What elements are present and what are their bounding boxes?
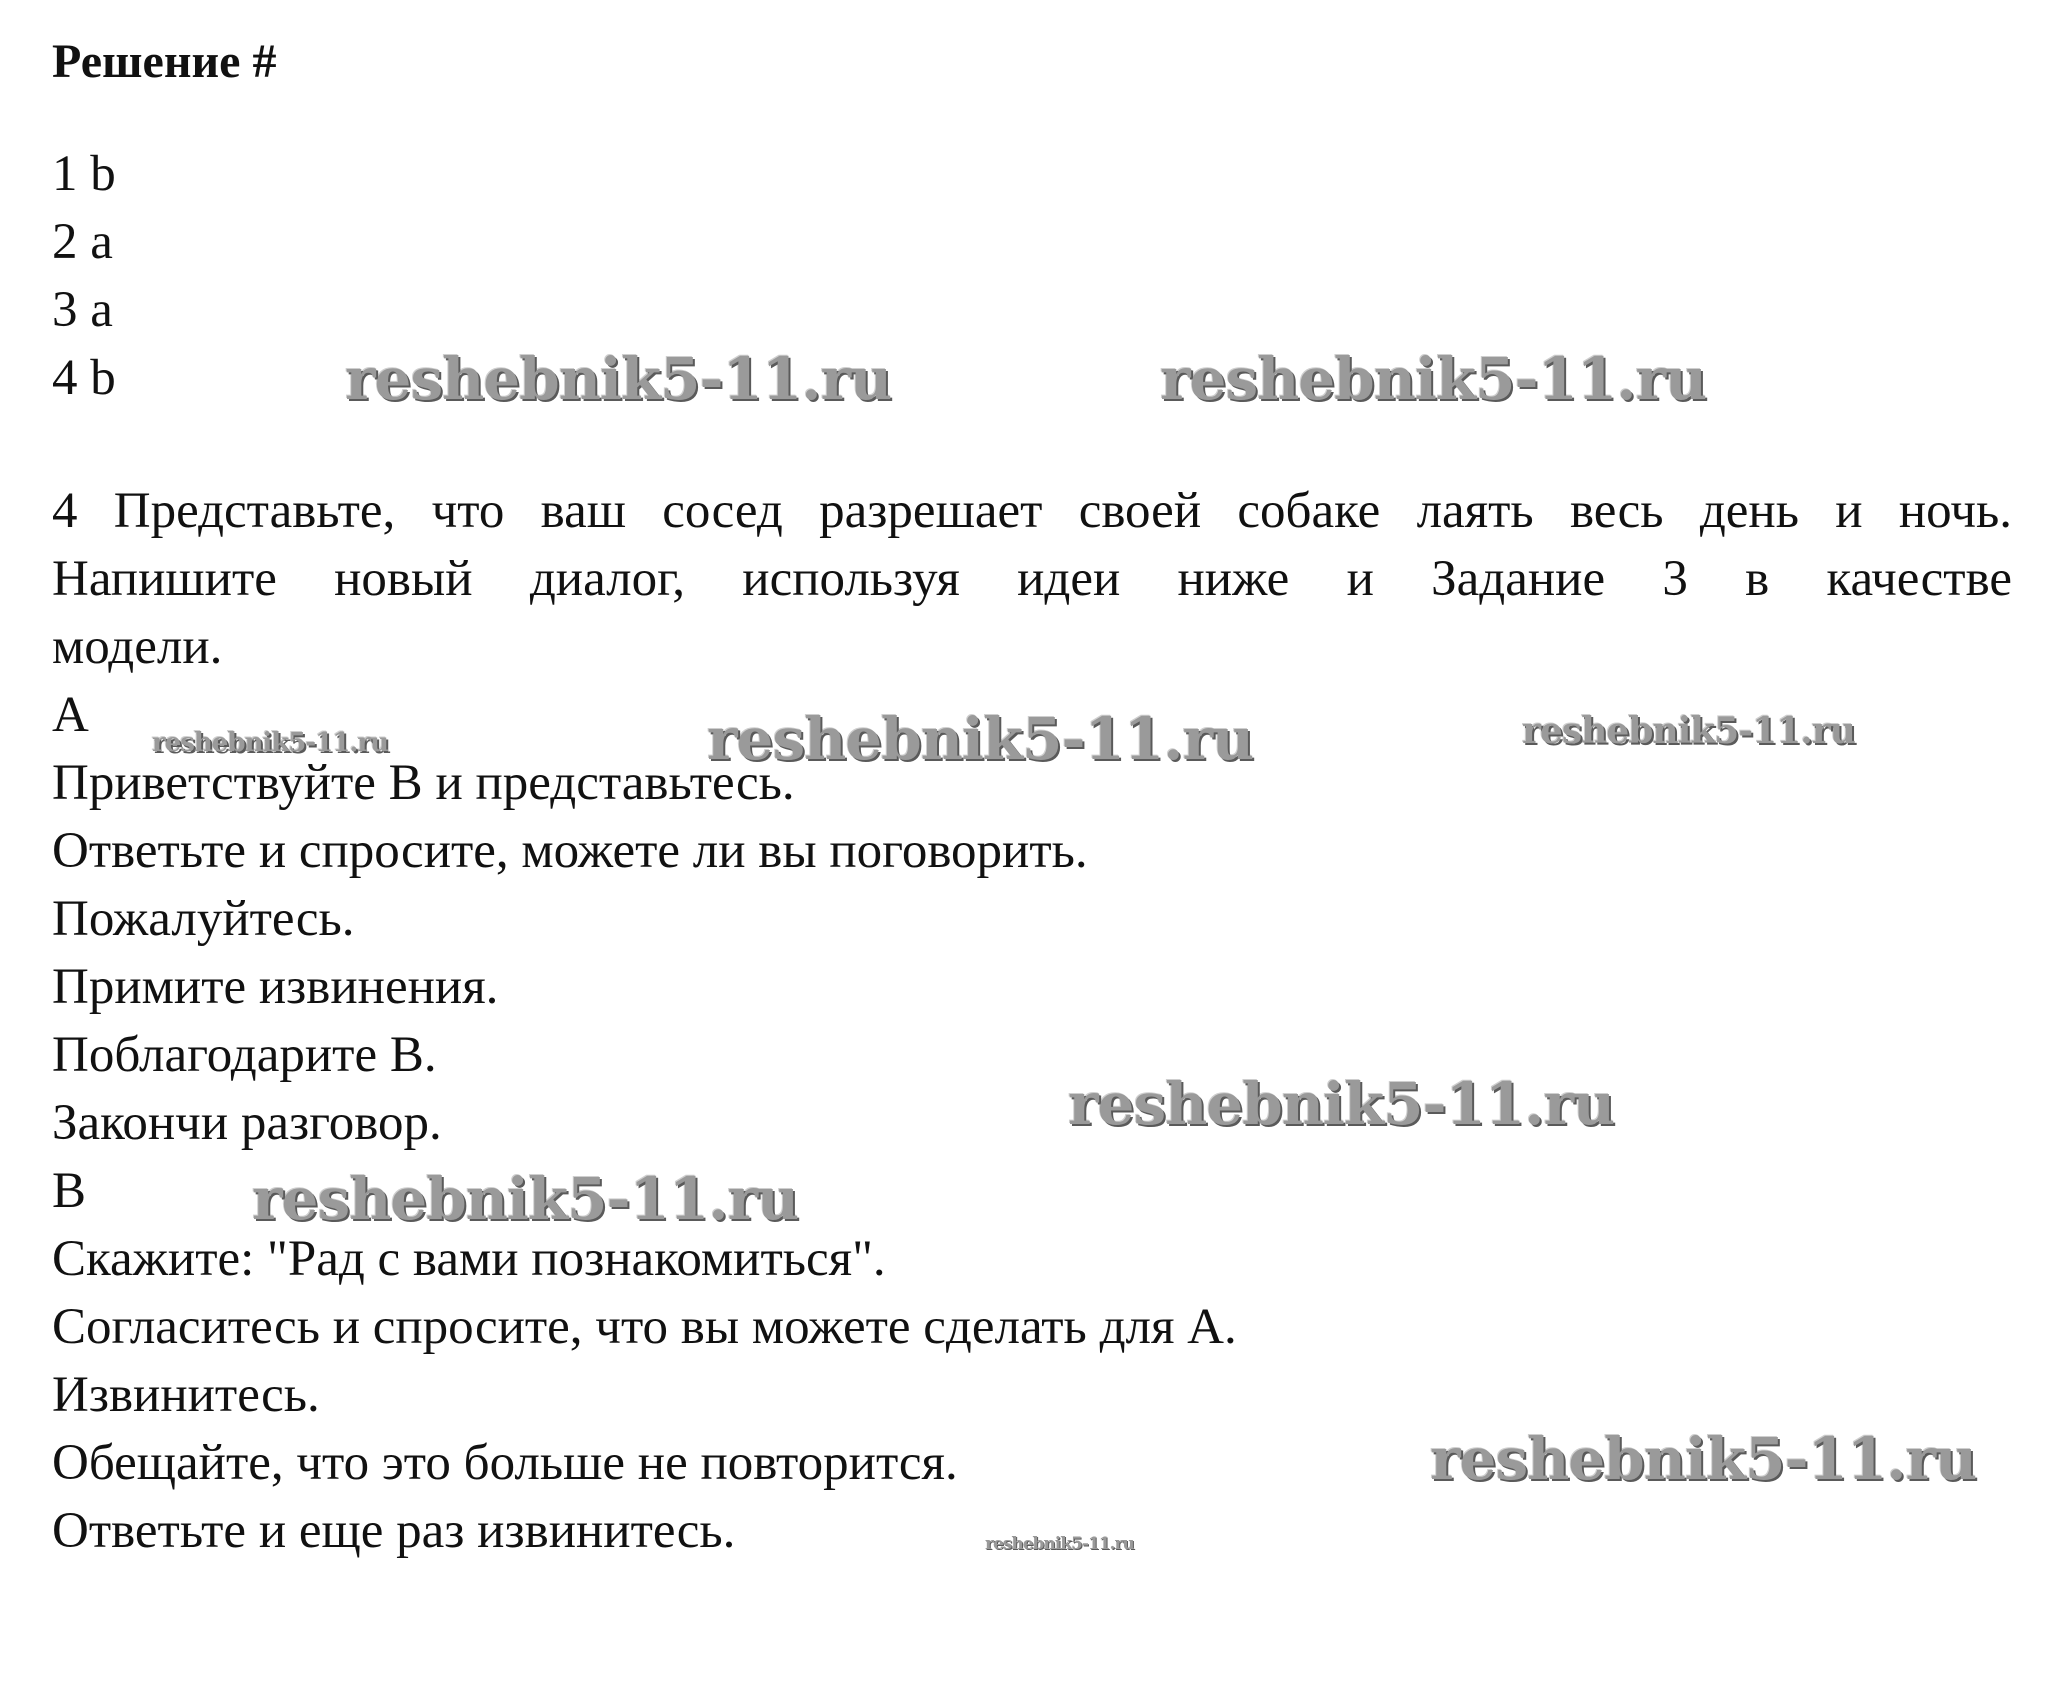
task-paragraph (52, 477, 2012, 681)
role-b-line: Скажите: "Рад с вами познакомиться". (52, 1231, 886, 1287)
answer-item: 1 b (52, 146, 116, 202)
role-a-label: A (52, 687, 89, 743)
role-a-line: Приветствуйте B и представьтесь. (52, 755, 795, 811)
role-b-line: Извинитесь. (52, 1367, 320, 1423)
watermark: reshebnik5-11.ru (1160, 345, 1707, 413)
role-a-line: Ответьте и спросите, можете ли вы поговорить. (52, 823, 1088, 879)
role-a-line: Закончи разговор. (52, 1095, 442, 1151)
task-line: модели. (52, 619, 223, 675)
watermark: reshebnik5-11.ru (985, 1534, 1134, 1554)
answer-item: 3 a (52, 282, 113, 338)
answer-item: 4 b (52, 350, 116, 406)
role-a-line: Примите извинения. (52, 959, 499, 1015)
answer-item: 2 a (52, 214, 113, 270)
watermark: reshebnik5-11.ru (1522, 710, 1855, 752)
watermark: reshebnik5-11.ru (707, 705, 1254, 773)
watermark: reshebnik5-11.ru (345, 345, 892, 413)
role-b-label: B (52, 1163, 87, 1219)
role-a-line: Поблагодарите B. (52, 1027, 437, 1083)
watermark: reshebnik5-11.ru (1430, 1425, 1977, 1493)
task-line: Напишите новый диалог, используя идеи ниже и Задание 3 в качестве (52, 551, 2012, 607)
task-line: 4 Представьте, что ваш сосед разрешает своей собаке лаять весь день и ночь. (52, 483, 2012, 539)
watermark: reshebnik5-11.ru (252, 1165, 799, 1233)
role-b-line: Согласитесь и спросите, что вы можете сделать для A. (52, 1299, 1237, 1355)
page-title: Решение # (52, 35, 277, 88)
role-a-line: Пожалуйтесь. (52, 891, 355, 947)
role-b-line: Обещайте, что это больше не повторится. (52, 1435, 958, 1491)
watermark: reshebnik5-11.ru (152, 728, 389, 758)
role-b-line: Ответьте и еще раз извинитесь. (52, 1503, 736, 1559)
watermark: reshebnik5-11.ru (1068, 1070, 1615, 1138)
